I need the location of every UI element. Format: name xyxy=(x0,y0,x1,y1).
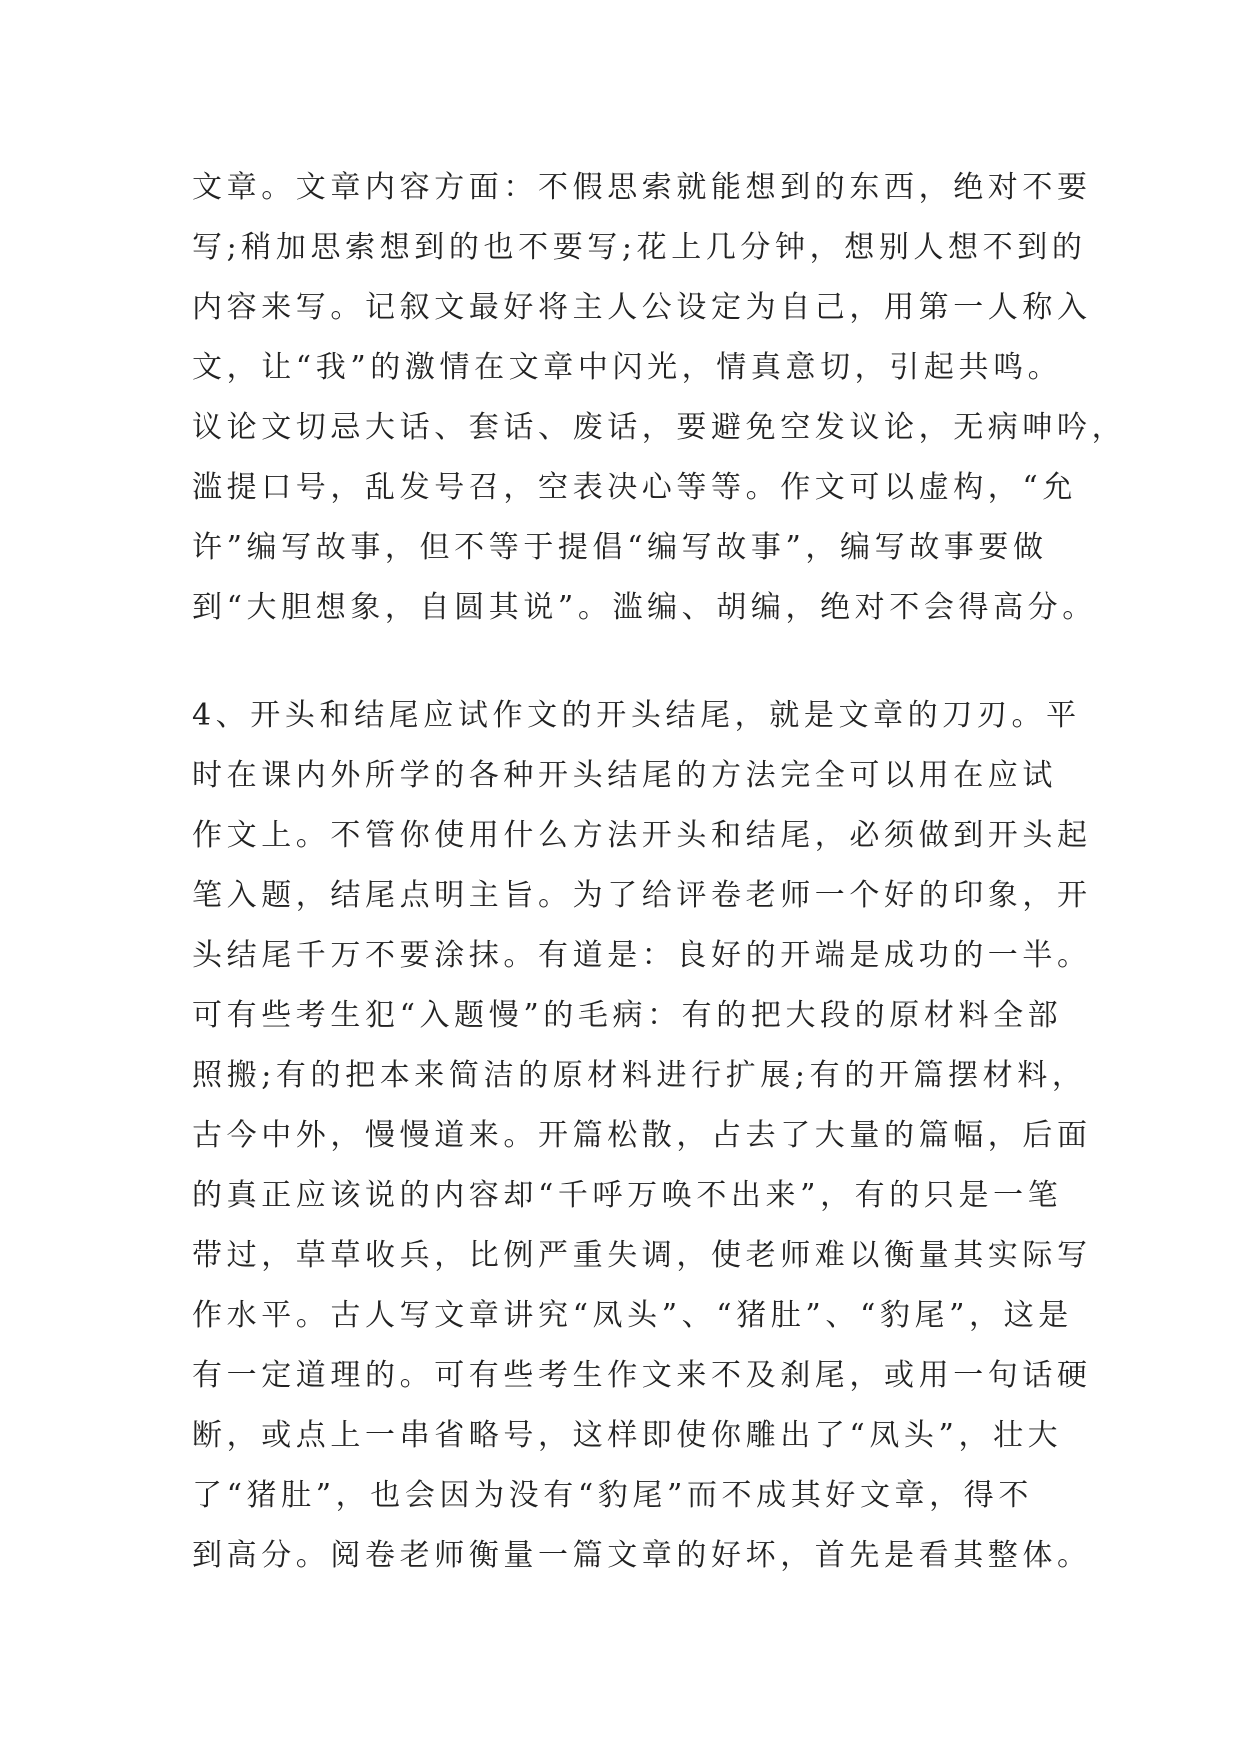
text-line: 许”编写故事，但不等于提倡“编写故事”，编写故事要做 xyxy=(192,530,1048,565)
text-line: 了“猪肚”，也会因为没有“豹尾”而不成其好文章，得不 xyxy=(192,1478,1033,1513)
text-line: 写;稍加思索想到的也不要写;花上几分钟，想别人想不到的 xyxy=(192,230,1087,265)
text-line: 文章。文章内容方面：不假思索就能想到的东西，绝对不要 xyxy=(192,170,1092,205)
text-line: 古今中外，慢慢道来。开篇松散，占去了大量的篇幅，后面 xyxy=(192,1118,1092,1153)
text-line: 时在课内外所学的各种开头结尾的方法完全可以用在应试 xyxy=(192,758,1057,793)
text-line: 的真正应该说的内容却“千呼万唤不出来”，有的只是一笔 xyxy=(192,1178,1063,1213)
text-line: 作水平。古人写文章讲究“凤头”、“猪肚”、“豹尾”，这是 xyxy=(192,1298,1073,1333)
text-line: 作文上。不管你使用什么方法开头和结尾，必须做到开头起 xyxy=(192,818,1092,853)
text-line: 滥提口号，乱发号召，空表决心等等。作文可以虚构，“允 xyxy=(192,470,1077,505)
text-line: 议论文切忌大话、套话、废话，要避免空发议论，无病呻吟， xyxy=(192,410,1127,445)
paragraph-content-advice xyxy=(192,158,1127,638)
text-line: 内容来写。记叙文最好将主人公设定为自己，用第一人称入 xyxy=(192,290,1092,325)
text-line: 有一定道理的。可有些考生作文来不及刹尾，或用一句话硬 xyxy=(192,1358,1092,1393)
text-line: 照搬;有的把本来简洁的原材料进行扩展;有的开篇摆材料， xyxy=(192,1058,1087,1093)
text-line: 到高分。阅卷老师衡量一篇文章的好坏，首先是看其整体。 xyxy=(192,1538,1092,1573)
text-line: 笔入题，结尾点明主旨。为了给评卷老师一个好的印象，开 xyxy=(192,878,1092,913)
text-line: 到“大胆想象，自圆其说”。滥编、胡编，绝对不会得高分。 xyxy=(192,590,1097,625)
text-line: 断，或点上一串省略号，这样即使你雕出了“凤头”，壮大 xyxy=(192,1418,1063,1453)
text-line: 可有些考生犯“入题慢”的毛病：有的把大段的原材料全部 xyxy=(192,998,1063,1033)
text-line: 头结尾千万不要涂抹。有道是：良好的开端是成功的一半。 xyxy=(192,938,1092,973)
text-line: 带过，草草收兵，比例严重失调，使老师难以衡量其实际写 xyxy=(192,1238,1092,1273)
paragraph-opening-ending xyxy=(192,686,1092,1586)
text-line: 4、开头和结尾应试作文的开头结尾，就是文章的刀刃。平 xyxy=(192,698,1081,733)
text-line: 文，让“我”的激情在文章中闪光，情真意切，引起共鸣。 xyxy=(192,350,1063,385)
